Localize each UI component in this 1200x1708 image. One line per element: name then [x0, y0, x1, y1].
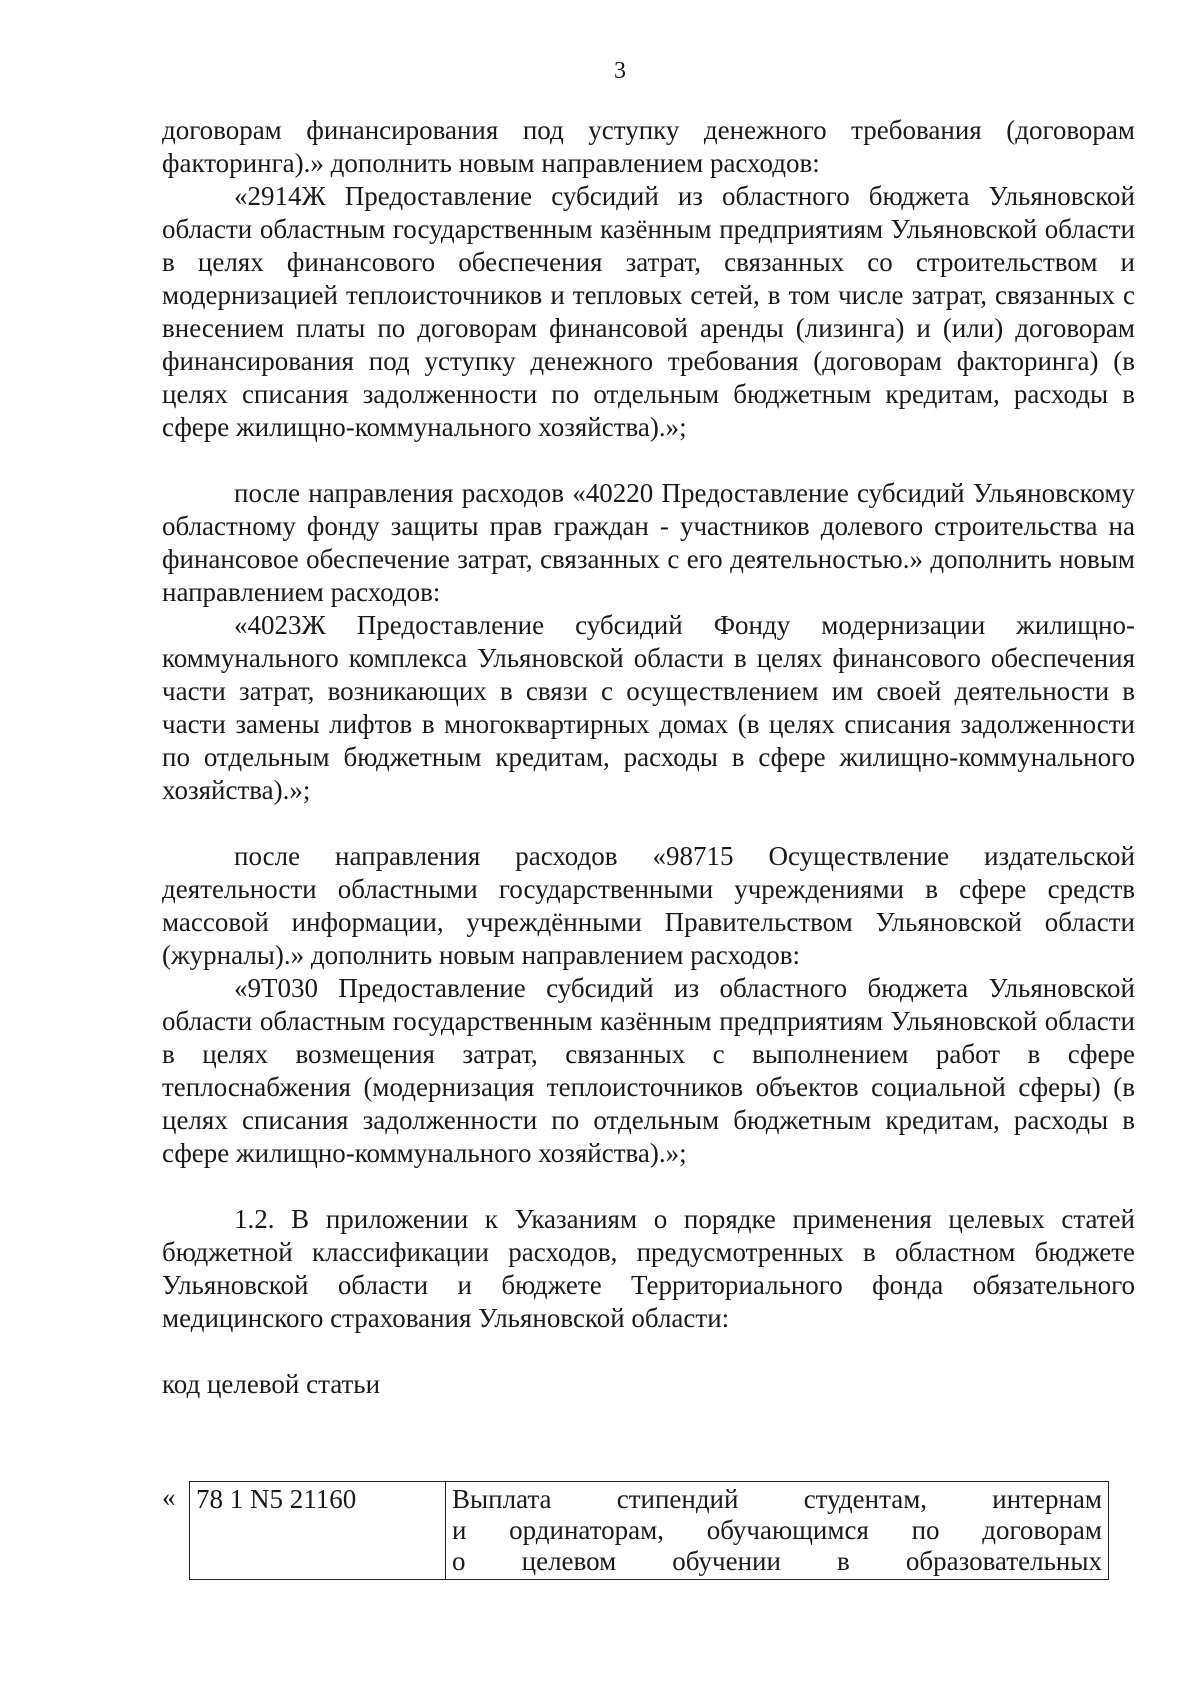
table-row — [190, 1482, 1109, 1580]
description-line: о целевом обучении в образовательных — [452, 1546, 1102, 1576]
target-article-table — [189, 1481, 1109, 1580]
paragraph: 1.2. В приложении к Указаниям о порядке применения целевых статей бюджетной классификации расходов, предусмотренных в областном бюджете Ульяновской области и бюджете Территориального фонда обязательного медицинского страхования Ульяновской области: — [162, 1204, 1135, 1333]
description-line: и ординаторам, обучающимся по договорам — [452, 1515, 1102, 1545]
paragraph: договорам финансирования под уступку денежного требования (договорам факторинга).» дополнить новым направлением расходов: — [162, 115, 1135, 178]
paragraph: «4023Ж Предоставление субсидий Фонду модернизации жилищно-коммунального комплекса Ульяновской области в целях финансового обеспечения части затрат, возникающих в связи с осуществлением им своей деятельности в части замены лифтов в многоквартирных домах (в целях списания задолженности по отдельным бюджетным кредитам, расходы в сфере жилищно-коммунального хозяйства).»; — [162, 610, 1135, 805]
page-number: 3 — [614, 58, 626, 84]
paragraph: «2914Ж Предоставление субсидий из областного бюджета Ульяновской области областным государственным казённым предприятиям Ульяновской области в целях финансового обеспечения затрат, связанных со строительством и модернизацией теплоисточников и тепловых сетей, в том числе затрат, связанных с внесением платы по договорам финансовой аренды (лизинга) и (или) договорам финансирования под уступку денежного требования (договорам факторинга) (в целях списания задолженности по отдельным бюджетным кредитам, расходы в сфере жилищно-коммунального хозяйства).»; — [162, 181, 1135, 442]
target-article-code-label: код целевой статьи — [162, 1369, 381, 1399]
paragraph: после направления расходов «98715 Осуществление издательской деятельности областными государственными учреждениями в сфере средств массовой информации, учреждёнными Правительством Ульяновской области (журналы).» дополнить новым направлением расходов: — [162, 841, 1135, 970]
paragraph: после направления расходов «40220 Предоставление субсидий Ульяновскому областному фонду защиты прав граждан - участников долевого строительства на финансовое обеспечение затрат, связанных с его деятельностью.» дополнить новым направлением расходов: — [162, 478, 1135, 607]
article-code-cell: 78 1 N5 21160 — [190, 1482, 446, 1580]
opening-quote: « — [162, 1482, 176, 1512]
paragraph: «9Т030 Предоставление субсидий из областного бюджета Ульяновской области областным государственным казённым предприятиям Ульяновской области в целях возмещения затрат, связанных с выполнением работ в сфере теплоснабжения (модернизация теплоисточников объектов социальной сферы) (в целях списания задолженности по отдельным бюджетным кредитам, расходы в сфере жилищно-коммунального хозяйства).»; — [162, 973, 1135, 1168]
description-line: Выплата стипендий студентам, интернам — [452, 1484, 1102, 1514]
article-description-cell — [446, 1482, 1109, 1580]
document-body — [162, 114, 1135, 1401]
